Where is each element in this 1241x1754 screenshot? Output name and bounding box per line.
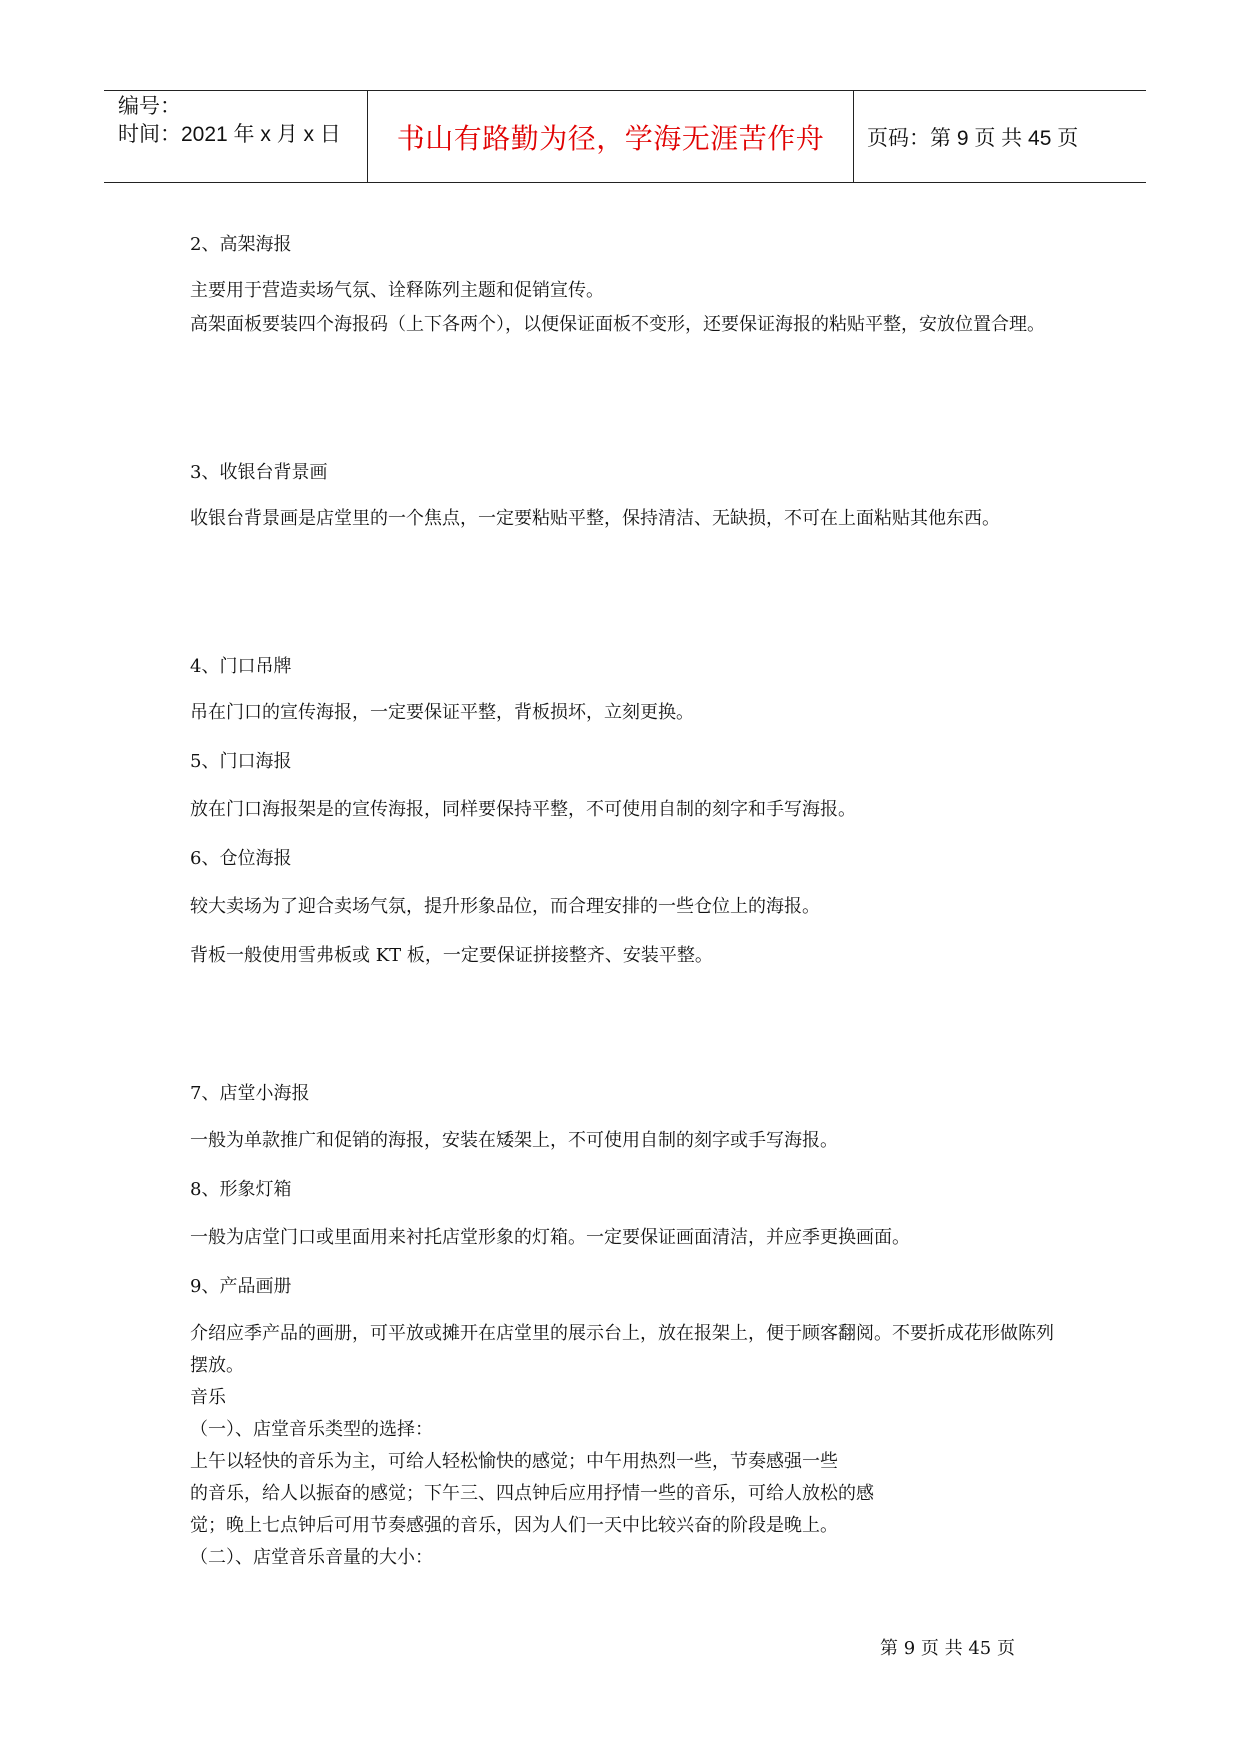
paragraph: 收银台背景画是店堂里的一个焦点，一定要粘贴平整，保持清洁、无缺损，不可在上面粘贴其他东西。 [190,508,1000,529]
section-heading: 音乐 [190,1387,226,1408]
page-footer: 第 9 页 共 45 页 [880,1638,1015,1659]
paragraph: 较大卖场为了迎合卖场气氛，提升形象品位，而合理安排的一些仓位上的海报。 [190,896,820,917]
section-heading: 9、产品画册 [190,1276,292,1297]
paragraph: 放在门口海报架是的宣传海报，同样要保持平整，不可使用自制的刻字和手写海报。 [190,799,856,820]
section-heading: 5、门口海报 [190,751,292,772]
paragraph: 觉；晚上七点钟后可用节奏感强的音乐，因为人们一天中比较兴奋的阶段是晚上。 [190,1515,838,1536]
paragraph: 背板一般使用雪弗板或 KT 板，一定要保证拼接整齐、安装平整。 [190,945,713,966]
header-meta [104,91,368,182]
header-page-label: 页码：第 9 页 共 45 页 [867,126,1079,150]
section-heading: 8、形象灯箱 [190,1179,292,1200]
paragraph: （二）、店堂音乐音量的大小： [190,1547,433,1568]
paragraph: 高架面板要装四个海报码（上下各两个），以便保证面板不变形，还要保证海报的粘贴平整，安放位置合理。 [190,314,1045,335]
paragraph: 介绍应季产品的画册，可平放或摊开在店堂里的展示台上，放在报架上，便于顾客翻阅。不要折成花形做陈列摆放。 [190,1323,1054,1376]
paragraph: 吊在门口的宣传海报，一定要保证平整，背板损坏，立刻更换。 [190,702,694,723]
paragraph: （一）、店堂音乐类型的选择： [190,1419,433,1440]
paragraph: 上午以轻快的音乐为主，可给人轻松愉快的感觉；中午用热烈一些，节奏感强一些 [190,1451,838,1472]
section-heading: 2、高架海报 [190,234,292,255]
section-heading: 7、店堂小海报 [190,1083,310,1104]
page-header [104,90,1146,183]
time-label: 时间：2021 年 x 月 x 日 [118,123,341,146]
section-heading: 6、仓位海报 [190,848,292,869]
section-heading: 4、门口吊牌 [190,656,292,677]
paragraph: 一般为店堂门口或里面用来衬托店堂形象的灯箱。一定要保证画面清洁，并应季更换画面。 [190,1227,910,1248]
header-motto: 书山有路勤为径，学海无涯苦作舟 [368,91,854,182]
paragraph: 主要用于营造卖场气氛、诠释陈列主题和促销宣传。 [190,280,604,301]
paragraph: 一般为单款推广和促销的海报，安装在矮架上，不可使用自制的刻字或手写海报。 [190,1130,838,1151]
paragraph: 的音乐，给人以振奋的感觉；下午三、四点钟后应用抒情一些的音乐，可给人放松的感 [190,1483,874,1504]
number-label: 编号： [118,95,181,118]
section-heading: 3、收银台背景画 [190,462,328,483]
